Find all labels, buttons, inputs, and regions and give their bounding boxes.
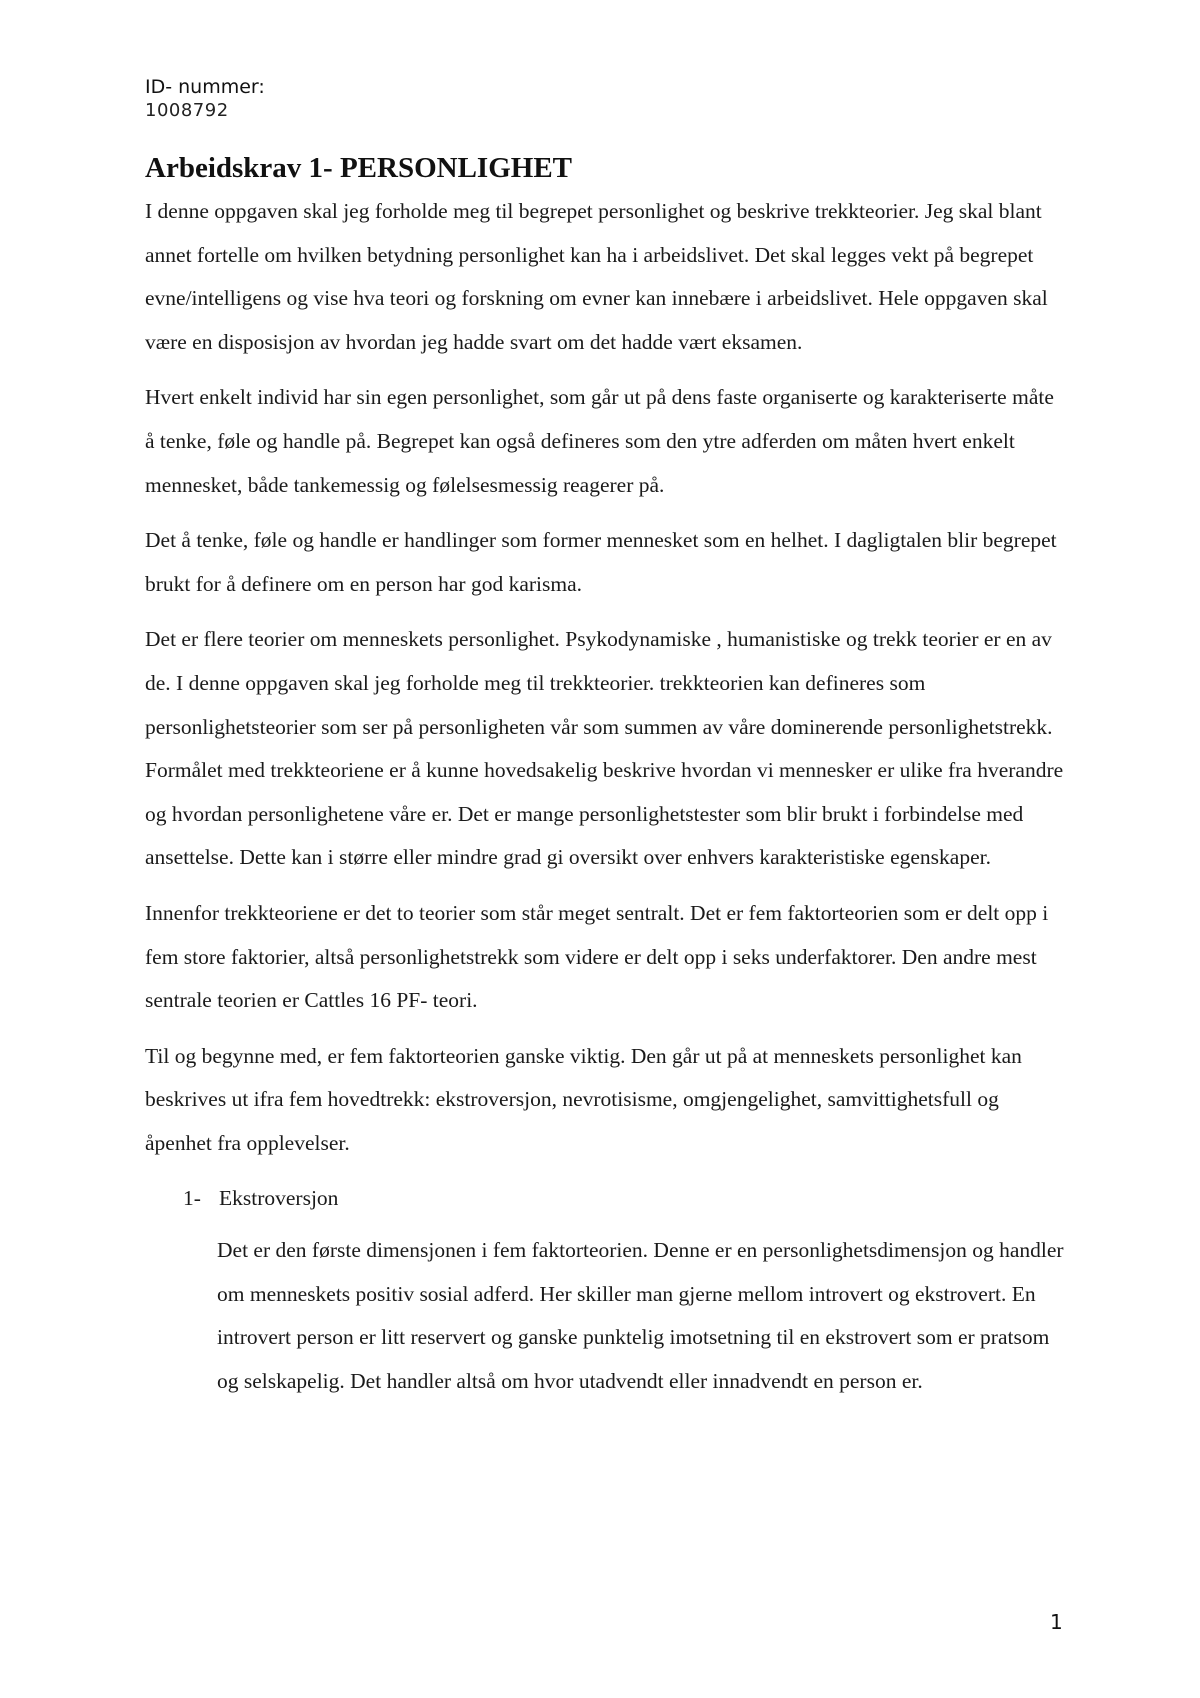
list-heading: Ekstroversjon [219, 1186, 339, 1211]
list-number: 1- [183, 1186, 201, 1211]
paragraph-trait-theories: Det er flere teorier om menneskets personlighet. Psykodynamiske , humanistiske og trekk teorier er en av de. I denne oppgaven skal jeg forholde meg til trekkteorier. trekkteorien kan defineres som personlighetsteorier som ser på personligheten vår som summen av våre dominerende personlighetstrekk. Formålet med trekkteoriene er å kunne hovedsakelig beskrive hvordan vi mennesker er ulike fra hverandre og hvordan personlighetene våre er. Det er mange personlighetstester som blir brukt i forbindelse med ansettelse. Dette kan i større eller mindre grad gi oversikt over enhvers karakteristiske egenskaper. [145, 627, 1064, 870]
list-item [145, 1177, 1065, 1221]
document-title: Arbeidskrav 1- PERSONLIGHET [145, 152, 572, 184]
paragraph-extroversion: Det er den første dimensjonen i fem faktorteorien. Denne er en personlighetsdimensjon og handler om menneskets positiv sosial adferd. Her skiller man gjerne mellom introvert og ekstrovert. En introvert person er litt reservert og ganske punktelig imotsetning til en ekstrovert som er pratsom og selskapelig. Det handler altså om hvor utadvendt eller innadvendt en person er. [217, 1238, 1064, 1393]
paragraph-think-feel-act: Det å tenke, føle og handle er handlinger som former mennesket som en helhet. I dagligtalen blir begrepet brukt for å definere om en person har god karisma. [145, 528, 1057, 596]
paragraph-five-factor: Til og begynne med, er fem faktorteorien ganske viktig. Den går ut på at menneskets personlighet kan beskrives ut ifra fem hovedtrekk: ekstroversjon, nevrotisisme, omgjengelighet, samvittighetsfull og åpenhet fra opplevelser. [145, 1043, 1022, 1155]
paragraph-personality-definition: Hvert enkelt individ har sin egen personlighet, som går ut på dens faste organiserte og karakteriserte måte å tenke, føle og handle på. Begrepet kan også defineres som den ytre adferden om måten hvert enkelt mennesket, både tankemessig og følelsesmessig reagerer på. [145, 385, 1054, 497]
id-value: 1008792 [145, 100, 229, 121]
document-body [145, 190, 1065, 1415]
paragraph-central-theories: Innenfor trekkteoriene er det to teorier som står meget sentralt. Det er fem faktorteorien som er delt opp i fem store faktorier, altså personlighetstrekk som videre er delt opp i seks underfaktorer. Den andre mest sentrale teorien er Cattles 16 PF- teori. [145, 900, 1049, 1013]
id-label: ID- nummer: [145, 76, 265, 98]
page-number: 1 [1050, 1610, 1063, 1634]
paragraph-intro: I denne oppgaven skal jeg forholde meg til begrepet personlighet og beskrive trekkteorier. Jeg skal blant annet fortelle om hvilken betydning personlighet kan ha i arbeidslivet. Det skal legges vekt på begrepet evne/intelligens og vise hva teori og forskning om evner kan innebære i arbeidslivet. Hele oppgaven skal være en disposisjon av hvordan jeg hadde svart om det hadde vært eksamen. [145, 199, 1048, 354]
